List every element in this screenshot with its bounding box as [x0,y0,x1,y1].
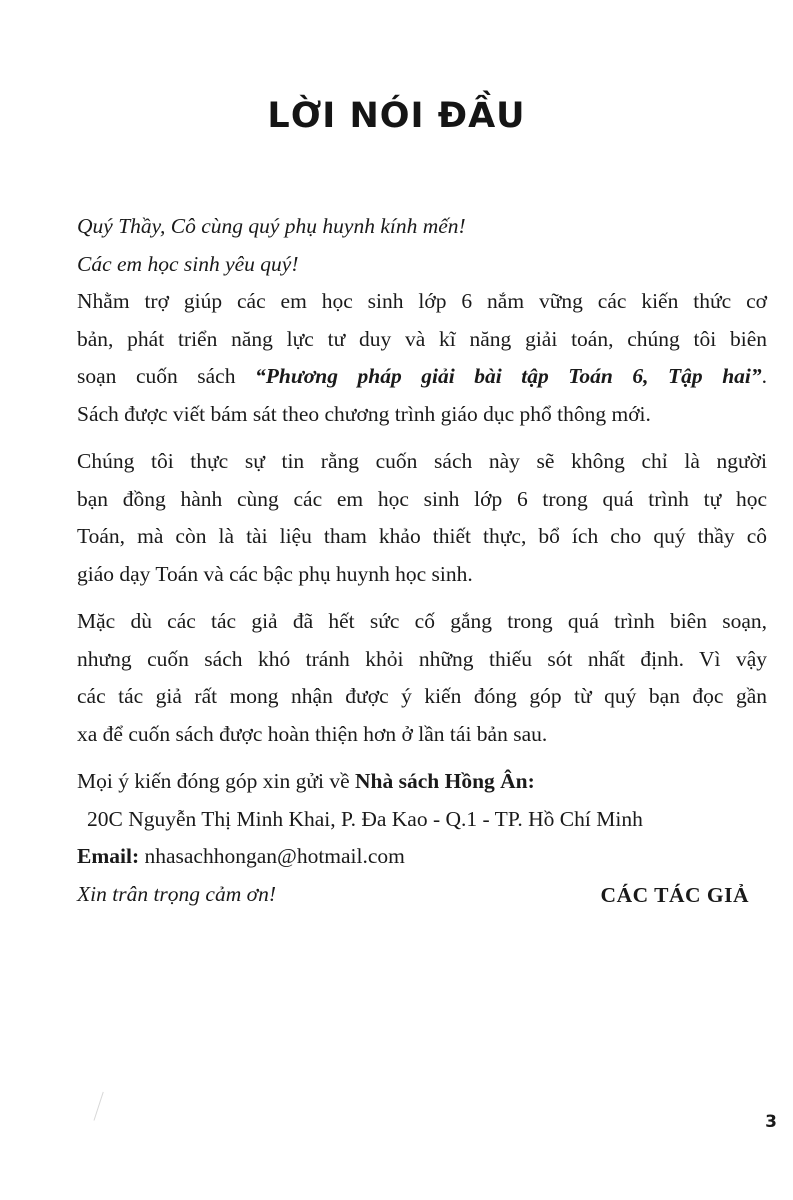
paper-mark [94,1092,109,1122]
paragraph-1-line-3 [77,358,767,396]
paragraph-2-line-3: Toán, mà còn là tài liệu tham khảo thiết thực, bổ ích cho quý thầy cô [77,524,767,548]
paragraph-2-line-4: giáo dạy Toán và các bậc phụ huynh học sinh. [77,561,473,586]
thanks-line: Xin trân trọng cảm ơn! [77,881,276,906]
paragraph-3-line-3: các tác giả rất mong nhận được ý kiến đóng góp từ quý bạn đọc gần [77,684,767,708]
paragraph-3-line-1: Mặc dù các tác giả đã hết sức cố gắng trong quá trình biên soạn, [77,609,767,633]
paragraph-1-line-3-prefix: soạn cuốn sách [77,364,255,388]
paragraph-2-line-2: bạn đồng hành cùng các em học sinh lớp 6 trong quá trình tự học [77,486,767,511]
paragraph-1 [77,283,767,433]
page-title: LỜI NÓI ĐẦU [267,96,526,136]
page-number: 3 [765,1112,777,1132]
book-title: “Phương pháp giải bài tập Toán 6, Tập hai” [255,364,762,388]
paragraph-1-line-2: bản, phát triển năng lực tư duy và kĩ năng giải toán, chúng tôi biên [77,326,767,351]
paragraph-3-line-2: nhưng cuốn sách khó tránh khỏi những thiếu sót nhất định. Vì vậy [77,646,767,671]
paragraph-3-line-4: xa để cuốn sách được hoàn thiện hơn ở lần tái bản sau. [77,721,548,746]
paragraph-1-line-3-suffix: . [761,364,767,388]
contact-intro: Mọi ý kiến đóng góp xin gửi về [77,769,355,793]
paragraph-1-line-4: Sách được viết bám sát theo chương trình giáo dục phổ thông mới. [77,401,651,426]
paragraph-3 [77,603,767,753]
preface-body [77,208,767,913]
greeting-line-2: Các em học sinh yêu quý! [77,251,299,276]
email-address: nhasachhongan@hotmail.com [139,844,405,868]
contact-intro-line [77,763,767,801]
publisher-name: Nhà sách Hồng Ân: [355,769,535,793]
email-line [77,838,767,876]
paragraph-1-line-1: Nhằm trợ giúp các em học sinh lớp 6 nắm vững các kiến thức cơ [77,289,767,313]
email-label: Email: [77,844,140,868]
greeting-line-1: Quý Thầy, Cô cùng quý phụ huynh kính mến! [77,214,466,238]
authors-signature: CÁC TÁC GIẢ [600,883,749,907]
publisher-address: 20C Nguyễn Thị Minh Khai, P. Đa Kao - Q.1 - TP. Hồ Chí Minh [87,806,643,831]
paragraph-2-line-1: Chúng tôi thực sự tin rằng cuốn sách này sẽ không chỉ là người [77,449,767,473]
paragraph-2 [77,443,767,593]
